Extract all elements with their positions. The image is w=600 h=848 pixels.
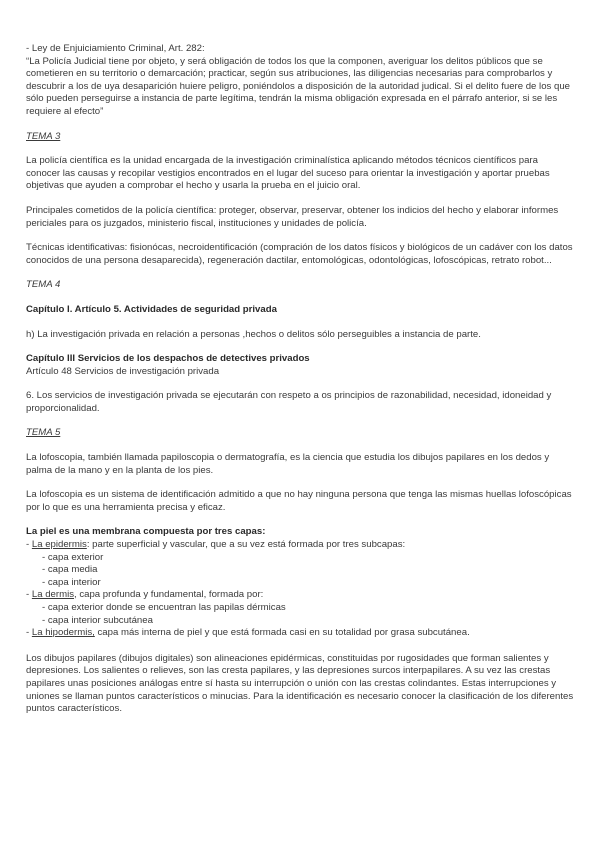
ley-title: - Ley de Enjuiciamiento Criminal, Art. 282:	[26, 43, 205, 54]
epidermis-subcapa-3: - capa interior	[42, 576, 101, 588]
tema4-paragraph-6: 6. Los servicios de investigación privada se ejecutarán con respeto a os principios de razonabilidad, necesidad, idoneidad y proporcionalidad.	[26, 390, 552, 414]
dermis-text: , capa profunda y fundamental, formada por:	[74, 589, 264, 601]
epidermis-line: - La epidermis: parte superficial y vascular, que a su vez está formada por tres subcapas:	[26, 539, 406, 551]
hipodermis-text: capa más interna de piel y que está formada casi en su totalidad por grasa subcutánea.	[94, 627, 470, 639]
dermis-subcapa-2: - capa interior subcutánea	[42, 614, 153, 626]
tema3-paragraph-2: Principales cometidos de la policía científica: proteger, observar, preservar, obtener los indicios del hecho y elaborar informes periciales para os juzgados, ministerio fiscal, instituciones y unidades de policía.	[26, 204, 559, 229]
tema4-articulo-48: Artículo 48 Servicios de investigación privada	[26, 365, 220, 377]
tema4-heading: TEMA 4	[26, 279, 61, 291]
tema5-paragraph-2: La lofoscopia es un sistema de identificación admitido a que no hay ninguna persona que tenga las mismas huellas lofoscópicas por lo que es una herramienta precisa y eficaz.	[26, 489, 572, 513]
epidermis-label: La epidermis	[31, 539, 87, 551]
tema4-capitulo-1: Capítulo I. Artículo 5. Actividades de seguridad privada	[26, 303, 277, 315]
ley-quote: “La Policía Judicial tiene por objeto, y será obligación de todos los que la componen, averiguar los delitos públicos que se cometieren en su territorio o demarcación; practicar, según sus atribuciones, las diligencias necesarias para comprobarlos y descubrir a los de uya desaparición huiere peligro, poniéndolos a disposición de la autoridad judical. Si el delito fuere de los que sólo pueden perseguirse a instancia de parte legítima, tendrán la misma obligación expresada en el párrafo anterior, si se les requiere al efecto”	[26, 55, 570, 117]
epidermis-subcapa-2: - capa media	[42, 564, 98, 576]
tema4-item-h: h) La investigación privada en relación a personas ,hechos o delitos sólo perseguibles a instancia de parte.	[26, 328, 481, 340]
tema4-capitulo-3: Capítulo III Servicios de los despachos de detectives privados	[26, 353, 310, 365]
tema5-paragraph-1: La lofoscopia, también llamada papiloscopia o dermatografía, es la ciencia que estudia los dibujos papilares en los dedos y palma de la mano y en la planta de los pies.	[26, 452, 550, 476]
hipodermis-label: La hipodermis,	[31, 627, 95, 639]
tema5-heading: TEMA 5	[26, 427, 61, 439]
tema3-paragraph-3: Técnicas identificativas: fisionócas, necroidentificación (compración de los datos físicos y biológicos de un cadáver con los datos conocidos de una persona desaparecida), regeneración dactilar, entomológicas, odontológicas, lofoscópicas, retrato robot...	[26, 242, 573, 266]
piel-title: La piel es una membrana compuesta por tres capas:	[26, 526, 266, 538]
dermis-subcapa-1: - capa exterior donde se encuentran las papilas dérmicas	[42, 602, 286, 613]
dermis-label: La dermis	[31, 589, 74, 601]
tema3-paragraph-1: La policía científica es la unidad encargada de la investigación criminalística aplicando métodos técnicos científicos para conocer las causas y recopilar vestigios encontrados en el lugar del suceso para orientar la investigación y aportar pruebas objetivas que ayuden a comprobar el hecho y usarla la prueba en el juicio oral.	[26, 155, 550, 192]
epidermis-subcapa-1: - capa exterior	[42, 551, 104, 563]
hipodermis-line: - La hipodermis, capa más interna de piel y que está formada casi en su totalidad por grasa subcutánea.	[26, 627, 470, 639]
tema3-heading: TEMA 3	[26, 130, 61, 142]
epidermis-text: : parte superficial y vascular, que a su vez está formada por tres subcapas:	[86, 539, 406, 551]
dermis-line: - La dermis, capa profunda y fundamental, formada por:	[26, 589, 264, 601]
tema5-paragraph-final: Los dibujos papilares (dibujos digitales) son alineaciones epidérmicas, constituidas por rugosidades que forman salientes y depresiones. Los salientes o relieves, son las cresta papilares, y las depresiones surcos interpapilares. A su vez las crestas papilares unas posiciones análogas entre sí hasta su interrupción o unión con las crestas colindantes. Estas interrupciones y uniones se llaman puntos característicos o minucias. Para la identificación es necesario conocer la clasificación de los diferentes puntos característicos.	[26, 652, 574, 715]
